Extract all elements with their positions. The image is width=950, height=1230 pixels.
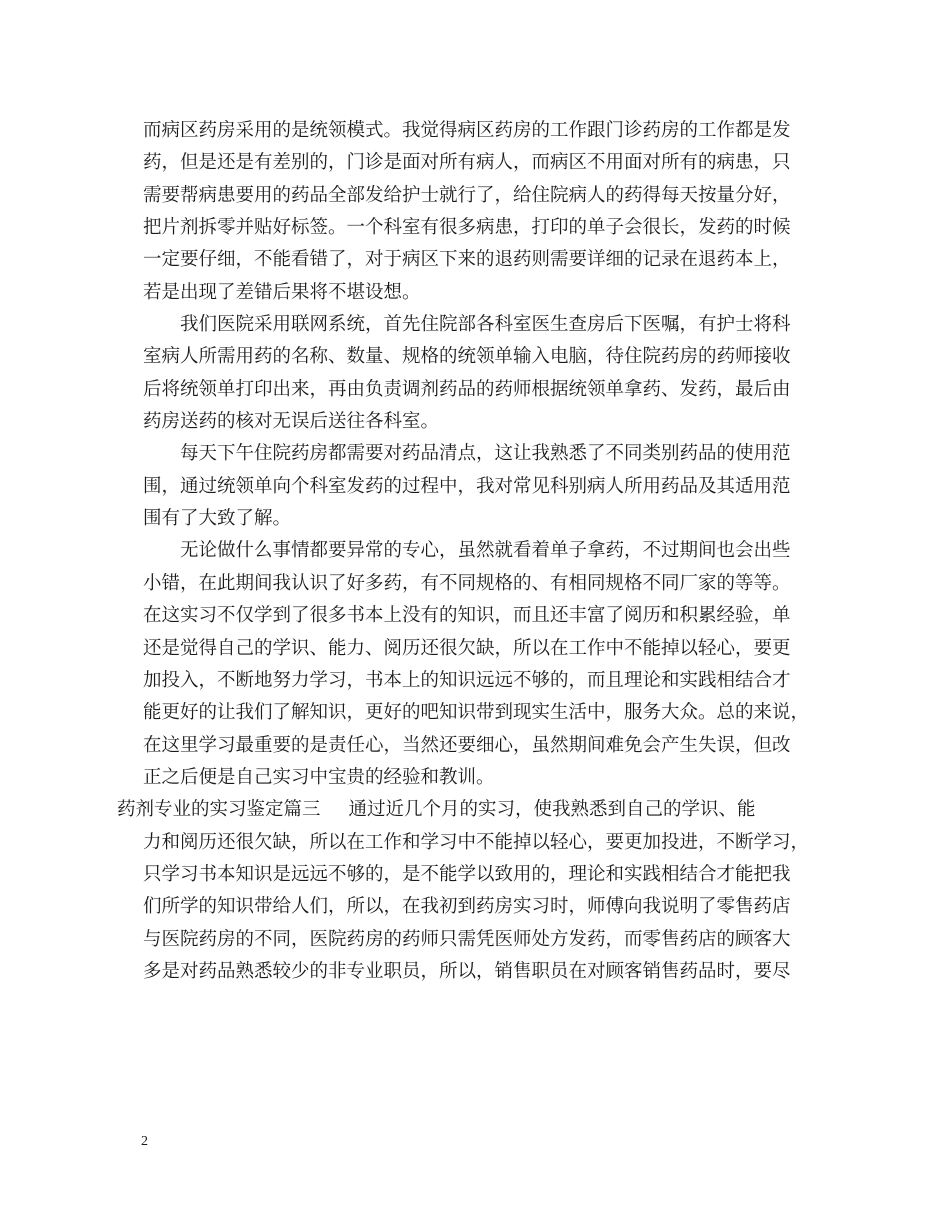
text-line: 们所学的知识带给人们，所以，在我初到药房实习时，师傅向我说明了零售药店 bbox=[143, 896, 791, 918]
text-line: 能更好的让我们了解知识，更好的吧知识带到现实生活中，服务大众。总的来说， bbox=[143, 702, 810, 724]
text-line: 药房送药的核对无误后送往各科室。 bbox=[143, 411, 440, 433]
text-line: 小错，在此期间我认识了好多药，有不同规格的、有相同规格不同厂家的等等。 bbox=[143, 572, 791, 594]
text-line: 还是觉得自己的学识、能力、阅历还很欠缺，所以在工作中不能掉以轻心，要更 bbox=[143, 637, 791, 659]
text-line: 需要帮病患要用的药品全部发给护士就行了，给住院病人的药得每天按量分好， bbox=[143, 184, 791, 206]
text-line: 把片剂拆零并贴好标签。一个科室有很多病患，打印的单子会很长，发药的时候 bbox=[143, 217, 791, 239]
text-line: 多是对药品熟悉较少的非专业职员，所以，销售职员在对顾客销售药品时，要尽 bbox=[143, 960, 791, 982]
section-first-line: 通过近几个月的实习，使我熟悉到自己的学识、能 bbox=[348, 799, 756, 821]
text-line: 药，但是还是有差别的，门诊是面对所有病人，而病区不用面对所有的病患，只 bbox=[143, 152, 791, 174]
text-line: 在这里学习最重要的是责任心，当然还要细心，虽然期间难免会产生失误，但改 bbox=[143, 734, 791, 756]
text-line: 若是出现了差错后果将不堪设想。 bbox=[143, 281, 421, 303]
paragraph-start-line: 每天下午住院药房都需要对药品清点，这让我熟悉了不同类别药品的使用范 bbox=[180, 443, 791, 465]
text-line: 室病人所需用药的名称、数量、规格的统领单输入电脑，待住院药房的药师接收 bbox=[143, 346, 791, 368]
page-number: 2 bbox=[141, 1134, 148, 1149]
text-line: 在这实习不仅学到了很多书本上没有的知识，而且还丰富了阅历和积累经验，单 bbox=[143, 605, 791, 627]
text-line: 正之后便是自己实习中宝贵的经验和教训。 bbox=[143, 766, 495, 788]
paragraph-start-line: 我们医院采用联网系统，首先住院部各科室医生查房后下医嘱，有护士将科 bbox=[180, 314, 791, 336]
text-line: 力和阅历还很欠缺，所以在工作和学习中不能掉以轻心，要更加投进，不断学习， bbox=[143, 831, 810, 853]
text-line: 只学习书本知识是远远不够的，是不能学以致用的，理论和实践相结合才能把我 bbox=[143, 863, 791, 885]
text-line: 加投入，不断地努力学习，书本上的知识远远不够的，而且理论和实践相结合才 bbox=[143, 669, 791, 691]
paragraph-start-line: 无论做什么事情都要异常的专心，虽然就看着单子拿药，不过期间也会出些 bbox=[180, 540, 791, 562]
text-line: 围，通过统领单向个科室发药的过程中，我对常见科别病人所用药品及其适用范 bbox=[143, 475, 791, 497]
text-line: 而病区药房采用的是统领模式。我觉得病区药房的工作跟门诊药房的工作都是发 bbox=[143, 120, 791, 141]
text-line: 后将统领单打印出来，再由负责调剂药品的药师根据统领单拿药、发药，最后由 bbox=[143, 378, 791, 400]
document-body bbox=[117, 115, 813, 988]
section-title: 药剂专业的实习鉴定篇三 bbox=[117, 799, 321, 821]
section-heading-line bbox=[117, 794, 813, 826]
text-line: 一定要仔细，不能看错了，对于病区下来的退药则需要详细的记录在退药本上， bbox=[143, 249, 791, 271]
text-line: 围有了大致了解。 bbox=[143, 508, 292, 530]
text-line: 与医院药房的不同，医院药房的药师只需凭医师处方发药，而零售药店的顾客大 bbox=[143, 928, 791, 950]
